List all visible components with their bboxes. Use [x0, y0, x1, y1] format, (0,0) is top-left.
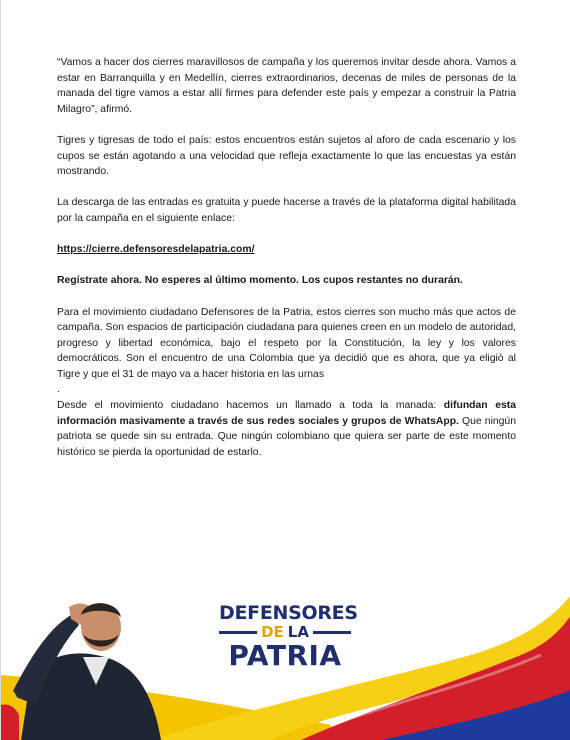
left-edge-yellow: [1, 685, 17, 705]
cta-text-start: Desde el movimiento ciudadano hacemos un llamado a toda la manada:: [57, 400, 444, 412]
logo-rule-left: [219, 631, 257, 634]
paragraph-register-now: Regístrate ahora. No esperes al último momento. Los cupos restantes no durarán.: [57, 275, 463, 287]
paragraph-quote: “Vamos a hacer dos cierres maravillosos de campaña y los queremos invitar desde ahora. Vamos a estar en Barranquilla y en Medellín, cierres extraordinarios, decenas de miles de personas de la manada del tigre vamos a estar allí firmes para defender este país y empezar a construir la Patria Milagro”, afirmó.: [57, 57, 516, 115]
footer-banner: [1, 585, 570, 740]
cta-text-end: Que ningún patriota se quede sin su entrada. Que ningún colombiano que quiera ser parte de este momento histórico se pierda la oportunidad de estarlo.: [57, 415, 516, 458]
cta-text-bold: difundan esta información masivamente a través de sus redes sociales y grupos de WhatsApp.: [57, 400, 516, 427]
link-paragraph: [57, 242, 516, 258]
paragraph-call-to-action: [57, 398, 516, 460]
defensores-de-la-patria-logo: [219, 602, 358, 672]
logo-word-la: LA: [287, 623, 309, 641]
paragraph-dot: .: [57, 384, 60, 396]
paragraph-movement: Para el movimiento ciudadano Defensores de la Patria, estos cierres son mucho más que actos de campaña. Son espacios de participación ciudadana para quienes creen en un modelo de autoridad, progreso y libertad económica, bajo el respeto por la Constitución, la ley y los valores democráticos. Son el encuentro de una Colombia que ya decidió que es ahora, que ya eligió al Tigre y que el 31 de mayo va a hacer historia en las urnas: [57, 306, 516, 380]
paragraph-capacity: Tigres y tigresas de todo el país: estos encuentros están sujetos al aforo de cada escenario y los cupos se están agotando a una velocidad que refleja exactamente lo que las encuestas ya están mostrando.: [57, 134, 516, 178]
logo-rule-right: [313, 631, 351, 634]
paragraph-download: La descarga de las entradas es gratuita y puede hacerse a través de la plataforma digital habilitada por la campaña en el siguiente enlace:: [57, 197, 516, 224]
registration-link[interactable]: https://cierre.defensoresdelapatria.com/: [57, 244, 255, 256]
logo-line-defensores: DEFENSORES: [219, 602, 358, 624]
left-edge-red: [1, 704, 19, 740]
logo-line-patria: PATRIA: [228, 639, 342, 672]
saluting-person-illustration: [1, 585, 171, 740]
document-body: [57, 55, 516, 476]
logo-word-de: DE: [261, 623, 284, 641]
